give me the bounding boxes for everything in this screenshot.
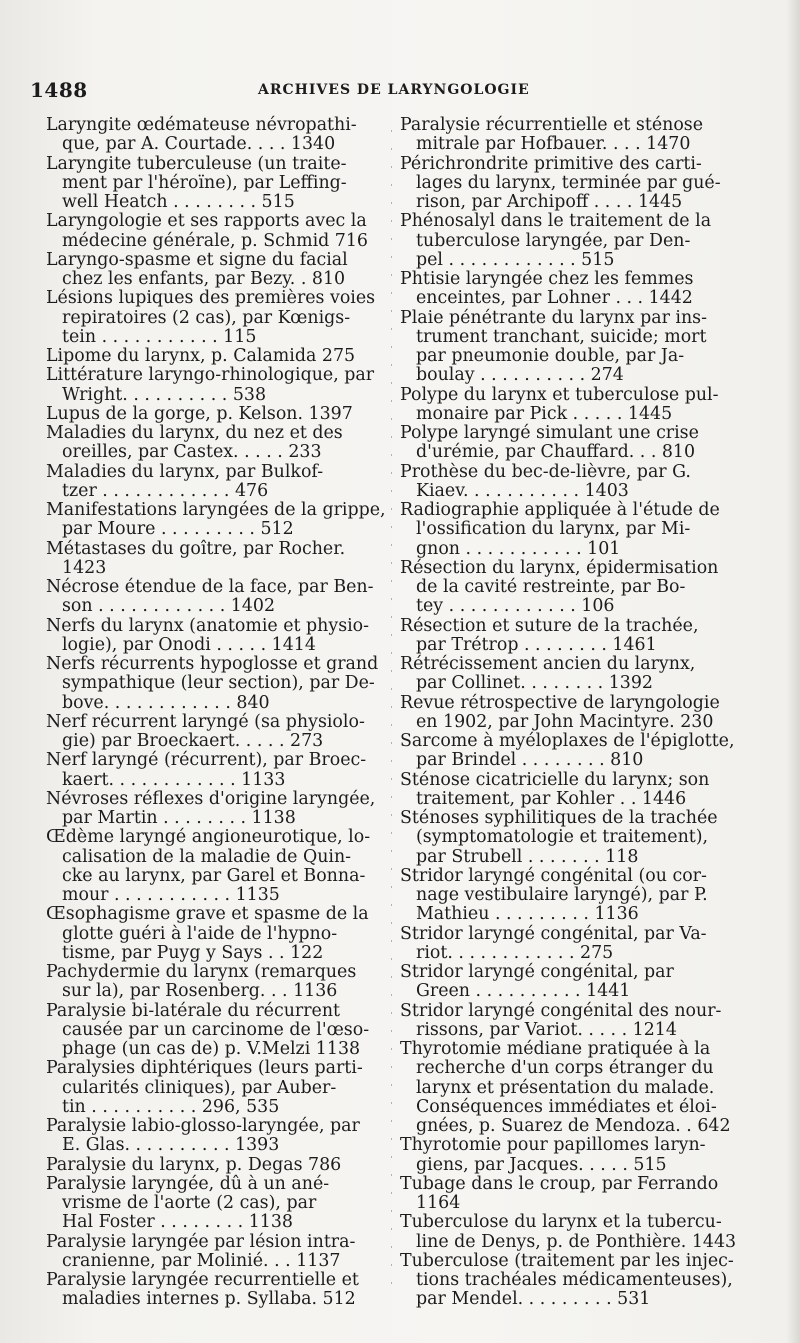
index-entry-continuation-line: par Trétrop . . . . . . . . 1461 bbox=[416, 634, 657, 655]
index-entry bbox=[400, 153, 721, 213]
index-entry-heading-line: Métastases du goître, par Rocher. bbox=[46, 538, 346, 559]
index-entry-heading-line: Paralysie du larynx, p. Degas 786 bbox=[46, 1154, 342, 1175]
index-entry-heading-line: Sténoses syphilitiques de la trachée bbox=[400, 808, 718, 828]
index-entry-heading-line: Tuberculose du larynx et la tubercu- bbox=[400, 1212, 722, 1233]
index-entry-heading-line: Laryngite œdémateuse névropathi- bbox=[46, 115, 357, 135]
index-entry-continuation-line: Conséquences immédiates et éloi- bbox=[416, 1096, 717, 1117]
index-entry-heading-line: Résection du larynx, épidermisation bbox=[400, 557, 719, 578]
index-entry-heading-line: Thyrotomie médiane pratiquée à la bbox=[400, 1039, 711, 1059]
index-entry-continuation-line: trument tranchant, suicide; mort bbox=[416, 326, 707, 347]
index-entry bbox=[400, 769, 710, 810]
index-entry-continuation-line: riot. . . . . . . . . . . . 275 bbox=[416, 942, 614, 963]
index-entry-heading-line: Radiographie appliquée à l'étude de bbox=[400, 500, 720, 520]
index-entry-heading-line: Nécrose étendue de la face, par Ben- bbox=[46, 577, 374, 597]
index-entry-continuation-line: en 1902, par John Macintyre. 230 bbox=[416, 711, 714, 732]
index-entry-continuation-line: bove. . . . . . . . . . . . 840 bbox=[62, 692, 270, 713]
index-entry-heading-line: Œdème laryngé angioneurotique, lo- bbox=[46, 827, 371, 848]
index-entry-heading-line: Stridor laryngé congénital, par Va- bbox=[400, 923, 707, 944]
index-entry-heading-line: Phtisie laryngée chez les femmes bbox=[400, 269, 694, 289]
index-entry-heading-line: Littérature laryngo-rhinologique, par bbox=[46, 365, 375, 386]
index-entry-continuation-line: calisation de la maladie de Quin- bbox=[62, 846, 352, 867]
index-entry-heading-line: Œsophagisme grave et spasme de la bbox=[46, 904, 369, 925]
index-entry-continuation-line: Wright. . . . . . . . . . 538 bbox=[62, 384, 267, 405]
index-entry-heading-line: Lésions lupiques des premières voies bbox=[46, 288, 376, 309]
index-entry bbox=[400, 1212, 737, 1252]
index-entry bbox=[400, 865, 708, 925]
index-entry-continuation-line: traitement, par Kohler . . 1446 bbox=[416, 788, 687, 809]
index-entry bbox=[46, 1175, 382, 1233]
index-column-right bbox=[400, 115, 737, 1310]
index-entry-heading-line: Paralysie laryngée par lésion intra- bbox=[46, 1231, 356, 1252]
index-entry bbox=[46, 155, 382, 213]
index-entry-heading-line: Sténose cicatricielle du larynx; son bbox=[400, 769, 710, 790]
page-header bbox=[30, 78, 740, 102]
index-entry-continuation-line: 1423 bbox=[62, 557, 107, 578]
index-entry bbox=[46, 540, 382, 579]
index-entry-heading-line: Paralysie récurrentielle et sténose bbox=[400, 115, 704, 135]
index-entry-continuation-line: mour . . . . . . . . . . . 1135 bbox=[62, 885, 280, 905]
index-entry-heading-line: Paralysies diphtériques (leurs parti- bbox=[46, 1058, 363, 1079]
index-entry bbox=[46, 212, 382, 251]
index-entry bbox=[400, 923, 707, 964]
index-entry bbox=[400, 116, 702, 155]
index-entry bbox=[46, 617, 382, 656]
index-entry-continuation-line: tey . . . . . . . . . . . . 106 bbox=[416, 596, 615, 617]
index-entry bbox=[400, 1039, 731, 1136]
index-entry-continuation-line: l'ossification du larynx, par Mi- bbox=[416, 519, 691, 540]
index-entry-heading-line: Paralysie bi-latérale du récurrent bbox=[46, 1000, 341, 1021]
index-entry-heading-line: Prothèse du bec-de-lièvre, par G. bbox=[400, 461, 691, 482]
index-entry-continuation-line: tein . . . . . . . . . . . 115 bbox=[62, 326, 257, 347]
index-entry-continuation-line: par Collinet. . . . . . . . 1392 bbox=[416, 673, 653, 694]
index-entry bbox=[46, 1271, 382, 1310]
index-entry-continuation-line: giens, par Jacques. . . . . 515 bbox=[416, 1154, 667, 1175]
index-entry-heading-line: Névroses réflexes d'origine laryngée, bbox=[46, 788, 376, 809]
index-entry-continuation-line: gie) par Broeckaert. . . . . 273 bbox=[62, 731, 324, 751]
index-entry bbox=[46, 500, 386, 540]
index-entry-heading-line: Nerf récurrent laryngé (sa physiolo- bbox=[46, 711, 365, 732]
index-entry-continuation-line: enceintes, par Lohner . . . 1442 bbox=[416, 288, 693, 309]
index-entry bbox=[46, 366, 382, 405]
index-entry-heading-line: Rétrécissement ancien du larynx, bbox=[400, 654, 696, 674]
index-entry-continuation-line: E. Glas. . . . . . . . . . 1393 bbox=[62, 1135, 280, 1156]
index-entry bbox=[46, 751, 382, 790]
index-entry-continuation-line: cularités cliniques), par Auber- bbox=[62, 1077, 337, 1098]
index-entry bbox=[400, 1250, 734, 1310]
index-entry-continuation-line: rissons, par Variot. . . . . 1214 bbox=[416, 1019, 677, 1040]
index-entry bbox=[400, 384, 719, 425]
index-entry bbox=[400, 500, 720, 559]
index-entry-heading-line: Polype laryngé simulant une crise bbox=[400, 423, 699, 443]
column-divider bbox=[391, 130, 392, 1300]
index-entry bbox=[400, 557, 719, 617]
index-entry-heading-line: Lipome du larynx, p. Calamida 275 bbox=[46, 346, 356, 366]
index-entry-continuation-line: monaire par Pick . . . . . 1445 bbox=[416, 403, 673, 424]
index-entry-continuation-line: phage (un cas de) p. V.Melzi 1138 bbox=[62, 1039, 361, 1059]
index-entry bbox=[400, 1135, 706, 1175]
index-entry-heading-line: Laryngo-spasme et signe du facial bbox=[46, 249, 348, 270]
index-entry-continuation-line: sur la), par Rosenberg. . . 1136 bbox=[62, 981, 338, 1002]
index-entry-heading-line: Maladies du larynx, par Bulkof- bbox=[46, 461, 324, 482]
index-entry-heading-line: Périchrondrite primitive des carti- bbox=[400, 153, 702, 174]
page-edge-shadow bbox=[786, 0, 800, 1343]
index-entry bbox=[400, 808, 718, 867]
index-entry-continuation-line: gnon . . . . . . . . . . . 101 bbox=[416, 538, 621, 559]
index-entry bbox=[400, 731, 735, 771]
index-entry-continuation-line: recherche d'un corps étranger du bbox=[416, 1058, 714, 1079]
index-entry bbox=[46, 1059, 382, 1117]
index-entry-heading-line: Tubage dans le croup, par Ferrando bbox=[400, 1173, 719, 1194]
index-entry-continuation-line: lages du larynx, terminée par gué- bbox=[416, 172, 721, 193]
index-entry-heading-line: Pachydermie du larynx (remarques bbox=[46, 962, 357, 982]
index-entry-heading-line: Tuberculose (traitement par les injec- bbox=[400, 1250, 734, 1271]
index-entry-continuation-line: mitrale par Hofbauer. . . . 1470 bbox=[416, 134, 691, 155]
index-entry bbox=[46, 655, 382, 713]
index-entry-continuation-line: (symptomatologie et traitement), bbox=[416, 827, 709, 848]
index-entry-heading-line: Paralysie labio-glosso-laryngée, par bbox=[46, 1116, 360, 1136]
index-entry-continuation-line: médecine générale, p. Schmid 716 bbox=[62, 230, 368, 251]
index-entry-continuation-line: line de Denys, p. de Ponthière. 1443 bbox=[416, 1231, 737, 1252]
index-entry-continuation-line: tzer . . . . . . . . . . . . 476 bbox=[62, 480, 269, 501]
index-entry-continuation-line: tuberculose laryngée, par Den- bbox=[416, 230, 691, 251]
index-entry-continuation-line: Green . . . . . . . . . . 1441 bbox=[416, 981, 631, 1002]
index-entry-heading-line: Maladies du larynx, du nez et des bbox=[46, 423, 343, 443]
index-entry-continuation-line: vrisme de l'aorte (2 cas), par bbox=[62, 1193, 317, 1213]
index-entry-heading-line: Nerf laryngé (récurrent), par Broec- bbox=[46, 750, 367, 771]
index-entry-continuation-line: Kiaev. . . . . . . . . . . 1403 bbox=[416, 480, 629, 501]
index-entry bbox=[46, 828, 382, 905]
index-entry-continuation-line: Hal Foster . . . . . . . . 1138 bbox=[62, 1212, 293, 1233]
index-entry-continuation-line: chez les enfants, par Bezy. . 810 bbox=[62, 269, 346, 289]
index-entry-continuation-line: maladies internes p. Syllaba. 512 bbox=[62, 1289, 356, 1310]
index-entry-continuation-line: Mathieu . . . . . . . . . 1136 bbox=[416, 904, 639, 925]
index-entry-continuation-line: ment par l'héroïne), par Leffing- bbox=[62, 172, 347, 193]
index-entry bbox=[400, 424, 702, 463]
index-entry bbox=[400, 692, 720, 733]
index-entry bbox=[46, 963, 382, 1002]
index-entry bbox=[400, 963, 702, 1002]
index-entry-heading-line: Laryngologie et ses rapports avec la bbox=[46, 211, 367, 232]
index-entry-heading-line: Polype du larynx et tuberculose pul- bbox=[400, 384, 719, 405]
index-entry-heading-line: Nerfs récurrents hypoglosse et grand bbox=[46, 654, 379, 674]
index-entry-continuation-line: logie), par Onodi . . . . . 1414 bbox=[62, 634, 316, 655]
index-entry-continuation-line: gnées, p. Suarez de Mendoza. . 642 bbox=[416, 1116, 731, 1136]
index-entry-continuation-line: larynx et présentation du malade. bbox=[416, 1077, 715, 1098]
index-entry-continuation-line: de la cavité restreinte, par Bo- bbox=[416, 577, 686, 597]
index-entry-heading-line: Laryngite tuberculeuse (un traite- bbox=[46, 153, 347, 174]
index-entry-continuation-line: par Mendel. . . . . . . . . 531 bbox=[416, 1289, 651, 1310]
index-entry bbox=[46, 905, 382, 963]
index-entry bbox=[400, 307, 707, 386]
index-entry-heading-line: Sarcome à myéloplaxes de l'épiglotte, bbox=[400, 731, 735, 751]
index-entry bbox=[400, 211, 712, 270]
index-entry-continuation-line: nage vestibulaire laryngé), par P. bbox=[416, 885, 708, 905]
index-entry bbox=[46, 713, 382, 752]
index-entry-heading-line: Phénosalyl dans le traitement de la bbox=[400, 211, 712, 232]
index-entry-heading-line: Résection et suture de la trachée, bbox=[400, 615, 699, 636]
index-entry bbox=[46, 424, 382, 463]
index-entry-heading-line: Thyrotomie pour papillomes laryn- bbox=[400, 1135, 706, 1156]
index-entry-continuation-line: par Martin . . . . . . . . 1138 bbox=[62, 808, 296, 828]
index-entry bbox=[46, 405, 382, 424]
index-entry bbox=[46, 116, 382, 155]
index-entry-continuation-line: tisme, par Puyg y Says . . 122 bbox=[62, 942, 324, 963]
index-entry-heading-line: Paralysie laryngée recurrentielle et bbox=[46, 1270, 359, 1290]
index-entry-continuation-line: 1164 bbox=[416, 1193, 461, 1213]
index-entry-heading-line: Stridor laryngé congénital, par bbox=[400, 962, 674, 982]
index-entry-continuation-line: cke au larynx, par Garel et Bonna- bbox=[62, 865, 366, 886]
index-entry-continuation-line: d'urémie, par Chauffard. . . 810 bbox=[416, 442, 696, 463]
index-entry-continuation-line: tin . . . . . . . . . . 296, 535 bbox=[62, 1096, 280, 1117]
index-entry-heading-line: Lupus de la gorge, p. Kelson. 1397 bbox=[46, 403, 353, 424]
index-entry bbox=[46, 1156, 382, 1175]
index-entry-continuation-line: rison, par Archipoff . . . . 1445 bbox=[416, 192, 683, 212]
index-entry bbox=[46, 1002, 382, 1060]
index-entry bbox=[46, 289, 382, 347]
index-entry-continuation-line: pel . . . . . . . . . . . . 515 bbox=[416, 249, 615, 270]
index-entry-continuation-line: son . . . . . . . . . . . . 1402 bbox=[62, 596, 276, 617]
index-entry-continuation-line: par Moure . . . . . . . . . 512 bbox=[62, 519, 294, 540]
index-entry bbox=[46, 251, 382, 290]
index-entry-continuation-line: well Heatch . . . . . . . . 515 bbox=[62, 192, 295, 212]
running-title: ARCHIVES DE LARYNGOLOGIE bbox=[258, 82, 530, 98]
index-entry bbox=[400, 1000, 722, 1041]
index-entry-continuation-line: repiratoires (2 cas), par Kœnigs- bbox=[62, 307, 351, 328]
index-entry bbox=[400, 270, 702, 309]
index-entry bbox=[400, 1173, 719, 1214]
index-entry-continuation-line: que, par A. Courtade. . . . 1340 bbox=[62, 134, 336, 155]
index-entry-continuation-line: glotte guéri à l'aide de l'hypno- bbox=[62, 923, 338, 944]
index-entry bbox=[46, 790, 382, 829]
index-entry bbox=[46, 463, 382, 502]
index-entry bbox=[46, 347, 382, 366]
index-entry bbox=[400, 617, 702, 656]
index-entry-continuation-line: par pneumonie double, par Ja- bbox=[416, 346, 685, 366]
index-entry-continuation-line: oreilles, par Castex. . . . . 233 bbox=[62, 442, 322, 463]
index-entry-heading-line: Revue rétrospective de laryngologie bbox=[400, 692, 720, 713]
index-entry-heading-line: Stridor laryngé congénital des nour- bbox=[400, 1000, 722, 1021]
index-entry bbox=[46, 1117, 382, 1156]
index-entry-continuation-line: tions trachéales médicamenteuses), bbox=[416, 1270, 733, 1290]
index-entry-heading-line: Stridor laryngé congénital (ou cor- bbox=[400, 865, 707, 886]
index-entry bbox=[46, 1233, 382, 1272]
index-entry-heading-line: Manifestations laryngées de la grippe, bbox=[46, 500, 386, 520]
index-entry bbox=[400, 463, 702, 502]
index-entry-continuation-line: par Strubell . . . . . . . 118 bbox=[416, 846, 639, 867]
index-entry-continuation-line: sympathique (leur section), par De- bbox=[62, 673, 375, 694]
index-entry-continuation-line: boulay . . . . . . . . . . 274 bbox=[416, 365, 624, 386]
index-entry-continuation-line: cranienne, par Molinié. . . 1137 bbox=[62, 1250, 341, 1271]
index-entry bbox=[400, 655, 702, 694]
index-entry-heading-line: Nerfs du larynx (anatomie et physio- bbox=[46, 615, 370, 636]
index-entry-continuation-line: causée par un carcinome de l'œso- bbox=[62, 1019, 370, 1040]
index-entry-heading-line: Plaie pénétrante du larynx par ins- bbox=[400, 307, 707, 328]
index-entry bbox=[46, 578, 382, 617]
index-entry-heading-line: Paralysie laryngée, dû à un ané- bbox=[46, 1173, 330, 1194]
page-number: 1488 bbox=[30, 78, 88, 102]
index-entry-continuation-line: kaert. . . . . . . . . . . . 1133 bbox=[62, 769, 286, 790]
index-column-left bbox=[46, 115, 386, 1310]
index-entry-continuation-line: par Brindel . . . . . . . . 810 bbox=[416, 750, 644, 771]
